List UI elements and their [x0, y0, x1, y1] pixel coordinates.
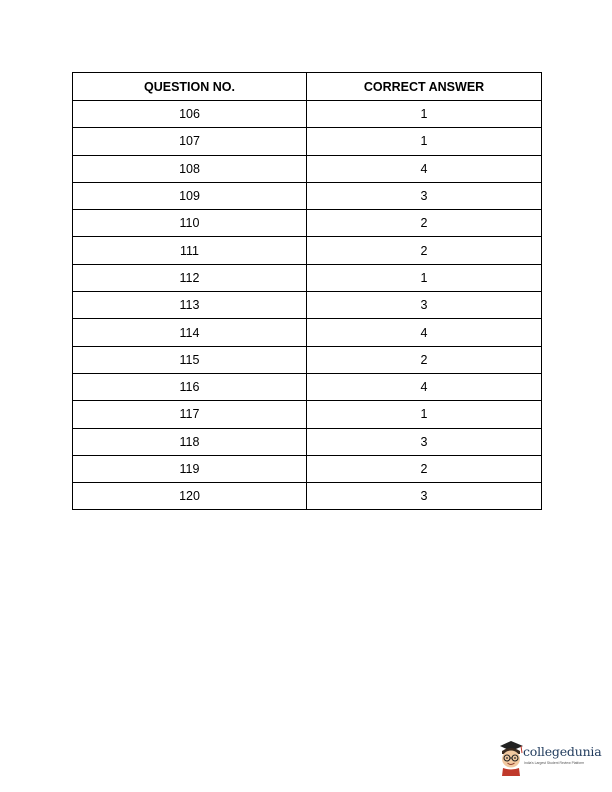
question-number-cell: 109: [73, 182, 307, 209]
correct-answer-cell: 2: [307, 210, 542, 237]
table-row: [73, 373, 542, 400]
table-row: [73, 346, 542, 373]
correct-answer-cell: 2: [307, 455, 542, 482]
table-header-row: [73, 73, 542, 101]
question-number-cell: 107: [73, 128, 307, 155]
correct-answer-cell: 1: [307, 401, 542, 428]
logo-brand-text: collegedunia: [523, 744, 602, 759]
answer-key-table: [72, 72, 542, 510]
correct-answer-header: CORRECT ANSWER: [307, 73, 542, 101]
correct-answer-cell: 3: [307, 182, 542, 209]
question-number-cell: 119: [73, 455, 307, 482]
table-row: [73, 237, 542, 264]
question-no-header: QUESTION NO.: [73, 73, 307, 101]
question-number-cell: 118: [73, 428, 307, 455]
table-row: [73, 428, 542, 455]
table-row: [73, 319, 542, 346]
question-number-cell: 120: [73, 483, 307, 510]
question-number-cell: 117: [73, 401, 307, 428]
table-row: [73, 182, 542, 209]
question-number-cell: 106: [73, 101, 307, 128]
correct-answer-cell: 4: [307, 155, 542, 182]
question-number-cell: 111: [73, 237, 307, 264]
question-number-cell: 115: [73, 346, 307, 373]
table-row: [73, 155, 542, 182]
table-row: [73, 483, 542, 510]
correct-answer-cell: 2: [307, 346, 542, 373]
correct-answer-cell: 3: [307, 428, 542, 455]
table-row: [73, 101, 542, 128]
table-row: [73, 292, 542, 319]
mascot-icon: [496, 738, 526, 776]
table-row: [73, 455, 542, 482]
table-row: [73, 401, 542, 428]
table-row: [73, 264, 542, 291]
question-number-cell: 116: [73, 373, 307, 400]
correct-answer-cell: 3: [307, 292, 542, 319]
question-number-cell: 114: [73, 319, 307, 346]
question-number-cell: 110: [73, 210, 307, 237]
correct-answer-cell: 4: [307, 319, 542, 346]
correct-answer-cell: 3: [307, 483, 542, 510]
correct-answer-cell: 4: [307, 373, 542, 400]
correct-answer-cell: 1: [307, 128, 542, 155]
correct-answer-cell: 1: [307, 101, 542, 128]
logo-tagline: India's Largest Student Review Platform: [524, 761, 585, 765]
table-row: [73, 128, 542, 155]
correct-answer-cell: 2: [307, 237, 542, 264]
correct-answer-cell: 1: [307, 264, 542, 291]
question-number-cell: 108: [73, 155, 307, 182]
table-row: [73, 210, 542, 237]
table-body: [73, 101, 542, 510]
question-number-cell: 112: [73, 264, 307, 291]
collegedunia-logo: [496, 738, 612, 778]
question-number-cell: 113: [73, 292, 307, 319]
